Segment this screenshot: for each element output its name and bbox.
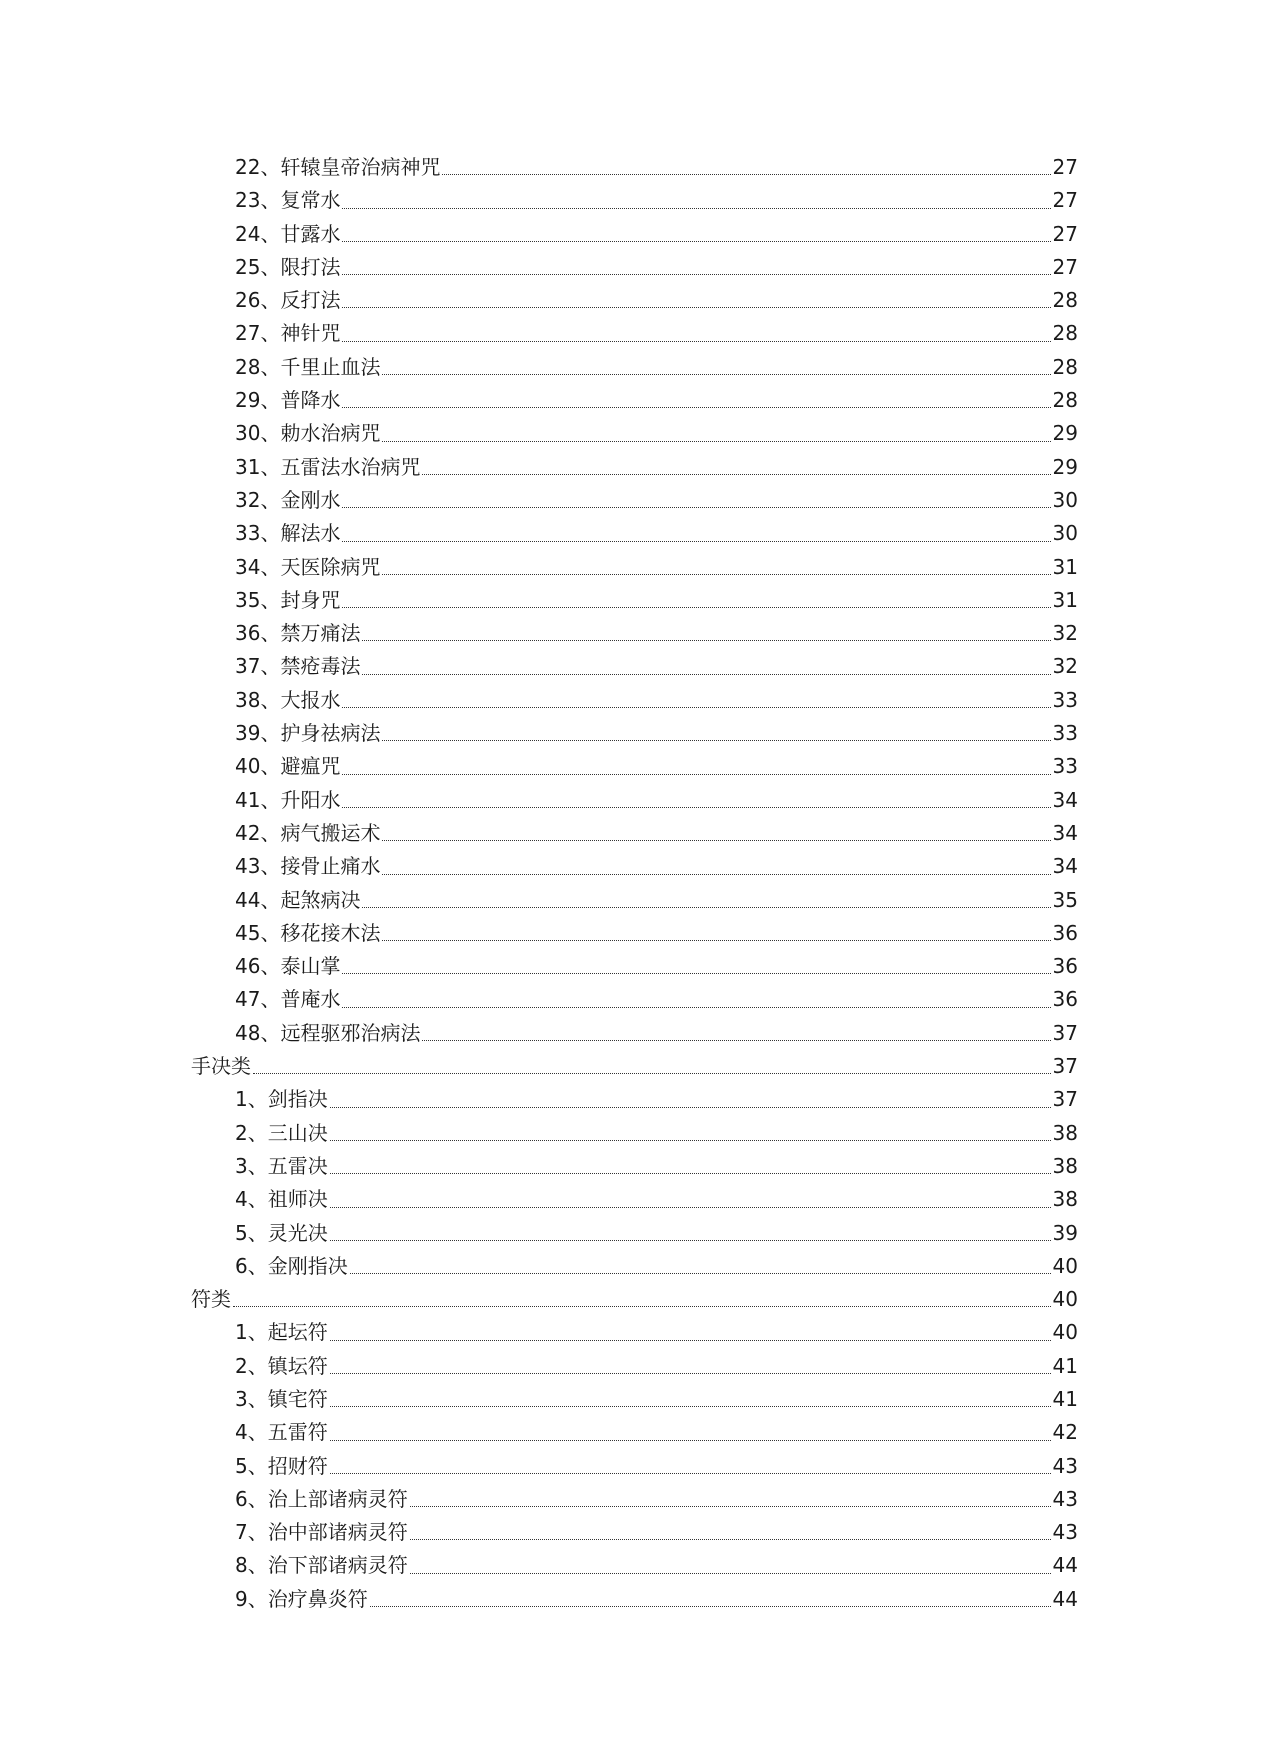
- toc-entry-title: 3、镇宅符: [235, 1386, 328, 1411]
- dot-leader: [342, 241, 1050, 242]
- toc-entry-title: 33、解法水: [235, 521, 341, 546]
- toc-entry-page-number: 36: [1052, 987, 1078, 1012]
- toc-entry-page-number: 38: [1052, 1187, 1078, 1212]
- dot-leader: [253, 1073, 1051, 1074]
- toc-entry-page-number: 41: [1052, 1353, 1078, 1378]
- dot-leader: [442, 174, 1050, 175]
- toc-entry-page-number: 38: [1052, 1120, 1078, 1145]
- toc-entry-page-number: 37: [1052, 1087, 1078, 1112]
- toc-entry[interactable]: [191, 317, 1078, 350]
- toc-entry-page-number: 33: [1052, 721, 1078, 746]
- toc-entry-title: 46、泰山掌: [235, 954, 341, 979]
- toc-entry-title: 1、剑指决: [235, 1087, 328, 1112]
- toc-entry-title: 9、治疗鼻炎符: [235, 1586, 368, 1611]
- toc-entry-title: 47、普庵水: [235, 987, 341, 1012]
- toc-entry[interactable]: [191, 750, 1078, 783]
- toc-entry-page-number: 28: [1052, 388, 1078, 413]
- toc-entry-title: 30、勅水治病咒: [235, 421, 381, 446]
- toc-entry[interactable]: [191, 917, 1078, 950]
- toc-entry-title: 5、招财符: [235, 1453, 328, 1478]
- dot-leader: [342, 973, 1050, 974]
- dot-leader: [342, 807, 1050, 808]
- toc-entry-title: 40、避瘟咒: [235, 754, 341, 779]
- toc-entry-page-number: 27: [1052, 254, 1078, 279]
- toc-entry-page-number: 34: [1052, 854, 1078, 879]
- toc-entry[interactable]: [191, 1183, 1078, 1216]
- toc-entry-page-number: 36: [1052, 954, 1078, 979]
- toc-entry-title: 45、移花接木法: [235, 920, 381, 945]
- toc-entry[interactable]: [191, 1350, 1078, 1383]
- toc-entry-page-number: 44: [1052, 1553, 1078, 1578]
- toc-entry-page-number: 43: [1052, 1486, 1078, 1511]
- dot-leader: [422, 474, 1050, 475]
- toc-entry[interactable]: [191, 950, 1078, 983]
- toc-entry[interactable]: [191, 351, 1078, 384]
- dot-leader: [410, 1573, 1051, 1574]
- toc-entry-title: 36、禁万痛法: [235, 621, 361, 646]
- toc-entry-title: 42、病气搬运术: [235, 820, 381, 845]
- toc-entry-page-number: 28: [1052, 354, 1078, 379]
- dot-leader: [342, 507, 1050, 508]
- dot-leader: [382, 740, 1050, 741]
- dot-leader: [330, 1340, 1051, 1341]
- toc-entry[interactable]: [191, 517, 1078, 550]
- toc-entry-page-number: 37: [1052, 1020, 1078, 1045]
- toc-entry-page-number: 31: [1052, 554, 1078, 579]
- dot-leader: [382, 441, 1050, 442]
- dot-leader: [342, 1007, 1050, 1008]
- dot-leader: [410, 1539, 1051, 1540]
- toc-entry[interactable]: [191, 384, 1078, 417]
- toc-entry[interactable]: [191, 784, 1078, 817]
- toc-entry-title: 38、大报水: [235, 687, 341, 712]
- toc-entry[interactable]: [191, 1250, 1078, 1283]
- dot-leader: [342, 541, 1050, 542]
- toc-entry-title: 符类: [191, 1287, 231, 1312]
- toc-entry-title: 29、普降水: [235, 388, 341, 413]
- toc-entry-page-number: 30: [1052, 521, 1078, 546]
- toc-entry-title: 6、金刚指决: [235, 1253, 348, 1278]
- toc-entry-title: 4、祖师决: [235, 1187, 328, 1212]
- dot-leader: [350, 1273, 1051, 1274]
- toc-entry[interactable]: [191, 1583, 1078, 1616]
- toc-entry[interactable]: [191, 817, 1078, 850]
- toc-entry-page-number: 43: [1052, 1453, 1078, 1478]
- dot-leader: [330, 1140, 1051, 1141]
- toc-entry[interactable]: [191, 451, 1078, 484]
- toc-entry-title: 4、五雷符: [235, 1420, 328, 1445]
- toc-entry-title: 8、治下部诸病灵符: [235, 1553, 408, 1578]
- dot-leader: [342, 607, 1050, 608]
- toc-entry-title: 手决类: [191, 1054, 251, 1079]
- toc-entry-page-number: 40: [1052, 1287, 1078, 1312]
- toc-entry-title: 27、神针咒: [235, 321, 341, 346]
- toc-entry[interactable]: [191, 684, 1078, 717]
- toc-entry[interactable]: [191, 1483, 1078, 1516]
- toc-entry-page-number: 28: [1052, 288, 1078, 313]
- dot-leader: [410, 1506, 1051, 1507]
- toc-entry-page-number: 27: [1052, 155, 1078, 179]
- toc-entry[interactable]: [191, 1516, 1078, 1549]
- toc-entry-title: 35、封身咒: [235, 587, 341, 612]
- toc-entry[interactable]: [191, 1383, 1078, 1416]
- toc-entry[interactable]: [191, 1316, 1078, 1349]
- toc-entry-title: 32、金刚水: [235, 487, 341, 512]
- toc-entry[interactable]: [191, 1416, 1078, 1449]
- toc-entry[interactable]: [191, 1549, 1078, 1582]
- dot-leader: [342, 208, 1050, 209]
- toc-entry-title: 24、甘露水: [235, 221, 341, 246]
- toc-entry-page-number: 37: [1052, 1054, 1078, 1079]
- toc-entry-title: 2、镇坛符: [235, 1353, 328, 1378]
- toc-section-entry[interactable]: [191, 1283, 1078, 1316]
- dot-leader: [233, 1306, 1051, 1307]
- dot-leader: [362, 674, 1050, 675]
- toc-entry-page-number: 41: [1052, 1386, 1078, 1411]
- toc-entry[interactable]: [191, 884, 1078, 917]
- dot-leader: [342, 407, 1050, 408]
- toc-entry-title: 31、五雷法水治病咒: [235, 454, 421, 479]
- toc-entry-page-number: 40: [1052, 1320, 1078, 1345]
- toc-entry-title: 2、三山决: [235, 1120, 328, 1145]
- toc-entry[interactable]: [191, 1217, 1078, 1250]
- toc-entry-title: 37、禁疮毒法: [235, 654, 361, 679]
- toc-entry-page-number: 39: [1052, 1220, 1078, 1245]
- toc-entry-page-number: 32: [1052, 654, 1078, 679]
- dot-leader: [382, 574, 1050, 575]
- toc-entry-title: 39、护身祛病法: [235, 721, 381, 746]
- toc-entry-title: 26、反打法: [235, 288, 341, 313]
- dot-leader: [382, 940, 1050, 941]
- toc-entry[interactable]: [191, 417, 1078, 450]
- toc-entry-page-number: 42: [1052, 1420, 1078, 1445]
- dot-leader: [330, 1173, 1051, 1174]
- dot-leader: [342, 341, 1050, 342]
- toc-entry-title: 44、起煞病决: [235, 887, 361, 912]
- toc-entry-title: 34、天医除病咒: [235, 554, 381, 579]
- toc-entry-page-number: 30: [1052, 487, 1078, 512]
- toc-entry[interactable]: [191, 617, 1078, 650]
- toc-entry[interactable]: [191, 584, 1078, 617]
- toc-entry-title: 43、接骨止痛水: [235, 854, 381, 879]
- toc-entry-page-number: 34: [1052, 787, 1078, 812]
- toc-entry-page-number: 40: [1052, 1253, 1078, 1278]
- toc-entry[interactable]: [191, 551, 1078, 584]
- toc-entry-title: 48、远程驱邪治病法: [235, 1020, 421, 1045]
- toc-entry[interactable]: [191, 1017, 1078, 1050]
- toc-entry[interactable]: [191, 1450, 1078, 1483]
- toc-entry[interactable]: [191, 650, 1078, 683]
- toc-entry-title: 3、五雷决: [235, 1153, 328, 1178]
- dot-leader: [382, 374, 1050, 375]
- toc-entry-page-number: 33: [1052, 754, 1078, 779]
- dot-leader: [382, 874, 1050, 875]
- dot-leader: [362, 640, 1050, 641]
- dot-leader: [342, 274, 1050, 275]
- toc-entry[interactable]: [191, 218, 1078, 251]
- dot-leader: [382, 840, 1050, 841]
- toc-entry-page-number: 33: [1052, 687, 1078, 712]
- toc-entry-page-number: 29: [1052, 421, 1078, 446]
- dot-leader: [330, 1406, 1051, 1407]
- toc-entry-title: 22、轩辕皇帝治病神咒: [235, 155, 441, 179]
- toc-entry-page-number: 32: [1052, 621, 1078, 646]
- toc-entry-title: 7、治中部诸病灵符: [235, 1520, 408, 1545]
- toc-entry[interactable]: [191, 484, 1078, 517]
- toc-entry-page-number: 27: [1052, 188, 1078, 213]
- dot-leader: [342, 774, 1050, 775]
- dot-leader: [330, 1373, 1051, 1374]
- toc-entry[interactable]: [191, 1083, 1078, 1116]
- dot-leader: [330, 1207, 1051, 1208]
- toc-entry-page-number: 31: [1052, 587, 1078, 612]
- dot-leader: [330, 1107, 1051, 1108]
- toc-section-entry[interactable]: [191, 1050, 1078, 1083]
- toc-entry[interactable]: [191, 184, 1078, 217]
- toc-entry-page-number: 43: [1052, 1520, 1078, 1545]
- toc-entry-page-number: 34: [1052, 820, 1078, 845]
- toc-entry-title: 5、灵光决: [235, 1220, 328, 1245]
- table-of-contents: [191, 151, 1078, 1616]
- toc-entry[interactable]: [191, 983, 1078, 1016]
- toc-entry-page-number: 35: [1052, 887, 1078, 912]
- toc-entry-title: 1、起坛符: [235, 1320, 328, 1345]
- dot-leader: [342, 307, 1050, 308]
- toc-entry[interactable]: [191, 850, 1078, 883]
- toc-entry-page-number: 29: [1052, 454, 1078, 479]
- toc-entry-title: 25、限打法: [235, 254, 341, 279]
- toc-entry[interactable]: [191, 251, 1078, 284]
- toc-entry-page-number: 28: [1052, 321, 1078, 346]
- toc-entry-title: 23、复常水: [235, 188, 341, 213]
- dot-leader: [330, 1473, 1051, 1474]
- toc-entry-title: 41、升阳水: [235, 787, 341, 812]
- toc-entry-title: 6、治上部诸病灵符: [235, 1486, 408, 1511]
- toc-entry[interactable]: [191, 1117, 1078, 1150]
- dot-leader: [370, 1606, 1051, 1607]
- toc-entry-page-number: 27: [1052, 221, 1078, 246]
- dot-leader: [342, 707, 1050, 708]
- toc-entry-page-number: 38: [1052, 1153, 1078, 1178]
- toc-entry[interactable]: [191, 1150, 1078, 1183]
- dot-leader: [330, 1440, 1051, 1441]
- toc-entry[interactable]: [191, 284, 1078, 317]
- toc-entry-title: 28、千里止血法: [235, 354, 381, 379]
- dot-leader: [362, 907, 1050, 908]
- dot-leader: [330, 1240, 1051, 1241]
- dot-leader: [422, 1040, 1050, 1041]
- toc-entry[interactable]: [191, 717, 1078, 750]
- toc-entry-page-number: 44: [1052, 1586, 1078, 1611]
- toc-entry-page-number: 36: [1052, 920, 1078, 945]
- toc-entry[interactable]: [191, 151, 1078, 184]
